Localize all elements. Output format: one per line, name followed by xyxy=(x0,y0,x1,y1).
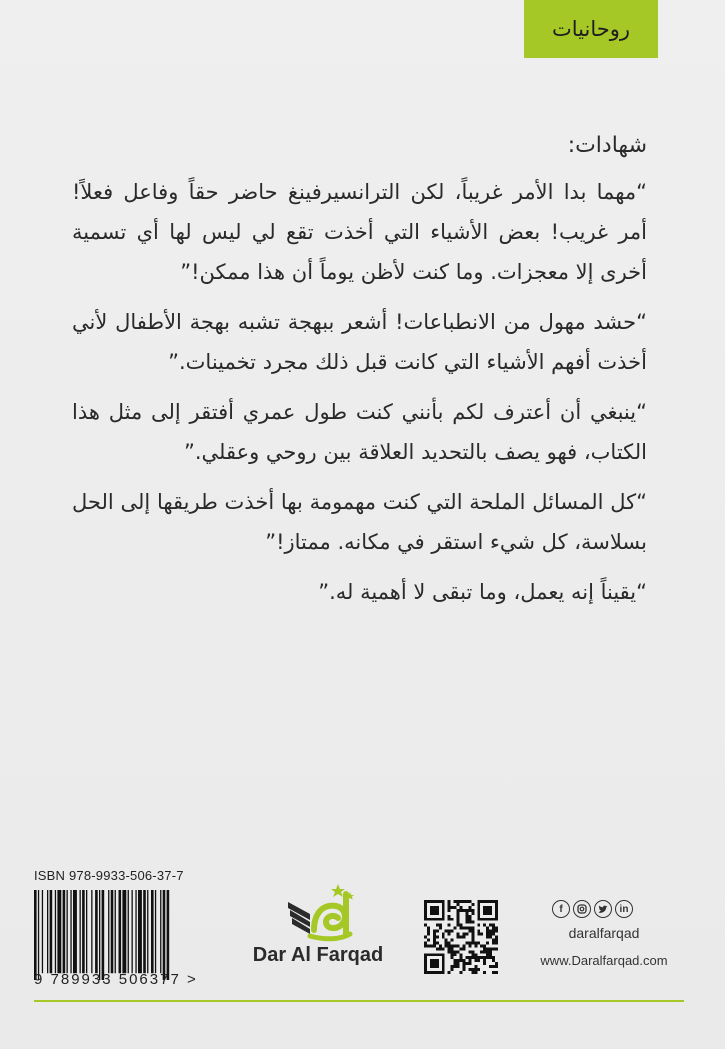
bottom-divider xyxy=(34,1000,684,1002)
testimonials-heading: شهادات: xyxy=(567,133,647,158)
testimonials-section xyxy=(72,126,647,622)
category-tab xyxy=(524,0,658,58)
testimonial-2: “حشد مهول من الانطباعات! أشعر ببهجة تشبه بهجة الأطفال لأني أخذت أفهم الأشياء التي كانت قبل ذلك مجرد تخمينات.” xyxy=(72,310,647,374)
isbn-barcode xyxy=(34,868,224,998)
qr-code-icon[interactable] xyxy=(424,900,498,974)
testimonial-3: “ينبغي أن أعترف لكم بأنني كنت طول عمري أفتقر إلى مثل هذا الكتاب، فهو يصف بالتحديد العلاقة بين روحي وعقلي.” xyxy=(72,400,647,464)
twitter-icon[interactable] xyxy=(594,900,612,918)
facebook-icon[interactable]: f xyxy=(552,900,570,918)
farqad-logo-icon xyxy=(280,880,360,942)
social-block xyxy=(524,900,684,980)
linkedin-icon[interactable]: in xyxy=(615,900,633,918)
barcode-digits: 9 789933 506377 > xyxy=(34,971,198,988)
publisher-logo xyxy=(232,880,404,975)
testimonial-4: “كل المسائل الملحة التي كنت مهمومة بها أخذت طريقها إلى الحل بسلاسة، كل شيء استقر في مكانه. ممتاز!” xyxy=(72,490,647,554)
category-label: روحانيات xyxy=(551,17,630,41)
barcode-icon xyxy=(34,890,210,980)
website-link[interactable]: www.Daralfarqad.com xyxy=(540,953,668,968)
publisher-name: Dar Al Farqad xyxy=(252,944,384,966)
social-icons xyxy=(552,900,633,918)
social-handle[interactable]: daralfarqad xyxy=(568,925,640,941)
isbn-label: ISBN 978-9933-506-37-7 xyxy=(34,868,184,883)
testimonial-5: “يقيناً إنه يعمل، وما تبقى لا أهمية له.” xyxy=(318,580,647,604)
instagram-icon[interactable] xyxy=(573,900,591,918)
testimonial-1: “مهما بدا الأمر غريباً، لكن الترانسيرفينغ حاضر حقاً وفاعل فعلاً! أمر غريب! بعض الأشياء التي أخذت تقع لي ليس لها أي تسمية أخرى إلا معجزات. وما كنت لأظن يوماً أن هذا ممكن!” xyxy=(72,180,647,284)
